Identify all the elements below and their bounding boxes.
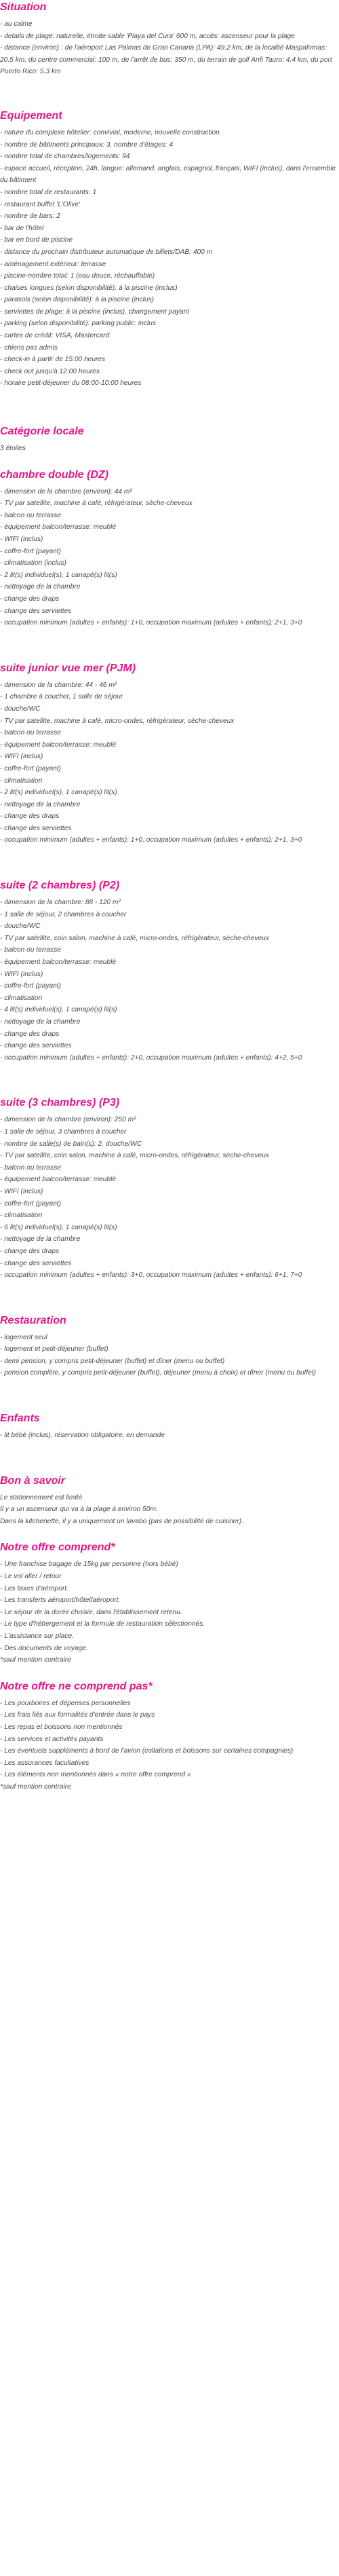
list-item: - douche/WC [0, 705, 41, 713]
list-item: - change des draps [0, 1030, 60, 1038]
equipement-title: Equipement [0, 109, 62, 122]
list-item: - dimension de la chambre: 88 - 120 m² [0, 899, 121, 907]
list-item: - Le type d'hébergement et la formule de restauration sélectionnés. [0, 1620, 205, 1628]
list-item: - nature du complexe hôtelier: convivial, moderne, nouvelle construction [0, 128, 220, 136]
list-item: - nombre total de restaurants: 1 [0, 188, 97, 196]
enfants-list [0, 1430, 339, 1442]
list-item: - cartes de crédit: VISA, Mastercard [0, 332, 110, 340]
list-item: - coffre-fort (payant) [0, 547, 62, 555]
list-item: - parasols (selon disponibilité): à la piscine (inclus) [0, 296, 155, 304]
list-item: - Des documents de voyage. [0, 1644, 88, 1652]
list-item: - 1 salle de séjour, 2 chambres à coucher [0, 910, 127, 918]
offre-comprend-title: Notre offre comprend* [0, 1542, 115, 1554]
list-item: - change des serviettes [0, 1042, 72, 1050]
list-item: - horaire petit-déjeuner du 08:00-10:00 heures [0, 379, 142, 388]
footnote: *sauf mention contraire [0, 1656, 71, 1664]
list-item: - change des draps [0, 813, 60, 821]
list-item: - change des serviettes [0, 1259, 72, 1267]
list-item: - nettoyage de la chambre [0, 1018, 81, 1026]
room-p3-section [0, 1096, 339, 1281]
categorie-section [0, 425, 339, 455]
list-item: - Les frais liés aux formalités d'entrée dans le pays [0, 1711, 155, 1719]
room-p2-list [0, 897, 339, 1064]
list-item: - TV par satellite, coin salon, machine à café, micro-ondes, réfrigérateur, sèche-cheveux [0, 934, 269, 942]
room-p2-section [0, 879, 339, 1064]
list-item: - TV par satellite, coin salon, machine à café, micro-ondes, réfrigérateur, sèche-cheveux [0, 1152, 269, 1160]
list-item: - nombre de bâtiments principaux: 3, nombre d'étages: 4 [0, 141, 174, 149]
list-item: - distance du prochain distributeur automatique de billets/DAB: 400 m [0, 248, 213, 256]
offre-comprend-list [0, 1558, 339, 1666]
list-item: - coffre-fort (payant) [0, 1199, 62, 1208]
list-item: - équipement balcon/terrasse: meublé [0, 523, 117, 531]
list-item: - nombre de bars: 2 [0, 212, 60, 221]
offre-ne-comprend-pas-section [0, 1680, 339, 1793]
list-item: - WIFI (inclus) [0, 1187, 43, 1195]
list-item: - details de plage: naturelle, étroite sable 'Playa del Cura' 600 m, accès: ascenseur pour la plage [0, 32, 295, 40]
list-item: - occupation minimum (adultes + enfants): 3+0, occupation maximum (adultes + enfants): 6+1, 7+0 [0, 1271, 302, 1280]
list-item: - TV par satellite, machine à café, réfrigérateur, sèche-cheveux [0, 500, 193, 508]
list-item: - équipement balcon/terrasse: meublé [0, 1176, 117, 1184]
offre-ne-comprend-pas-list [0, 1698, 339, 1793]
list-item: - WIFI (inclus) [0, 970, 43, 978]
list-item: - piscine-nombre total: 1 (eau douce, réchauffable) [0, 272, 155, 280]
footnote: *sauf mention contraire [0, 1782, 71, 1791]
list-item: - check-in à partir de 15:00 heures [0, 356, 106, 364]
enfants-title: Enfants [0, 1413, 40, 1425]
list-item: - logement seul [0, 1333, 47, 1341]
list-item: - Les services et activités payants [0, 1735, 104, 1743]
list-item: - serviettes de plage: à la piscine (inclus), changement payant [0, 307, 190, 316]
list-item: - TV par satellite, machine à café, micro-ondes, réfrigérateur, sèche-cheveux [0, 717, 235, 725]
list-item: - Les éléments non mentionnés dans « notre offre comprend » [0, 1771, 191, 1779]
list-item: Il y a un ascenseur qui va à la plage à environ 50m. [0, 1506, 158, 1514]
list-item: - dimension de la chambre (environ): 250 m² [0, 1116, 136, 1124]
list-item: - balcon ou terrasse [0, 511, 62, 519]
list-item: - équipement balcon/terrasse: meublé [0, 741, 117, 749]
list-item: - Une franchise bagage de 15kg par personne (hors bébé) [0, 1561, 178, 1569]
list-item: - Les pourboires et dépenses personnelles [0, 1699, 131, 1707]
situation-title: Situation [0, 1, 47, 13]
list-item: - WIFI (inclus) [0, 753, 43, 761]
list-item: - Les repas et boissons non mentionnés [0, 1723, 123, 1731]
restauration-list [0, 1332, 339, 1379]
situation-list [0, 18, 339, 78]
room-dz-section [0, 468, 339, 629]
list-item: - nombre de salle(s) de bain(s): 2, douche/WC [0, 1140, 142, 1148]
list-item: - 1 chambre à coucher, 1 salle de séjour [0, 693, 123, 701]
list-item: - check out jusqu'à 12:00 heures [0, 367, 100, 375]
list-item: - demi pension, y compris petit-déjeuner (buffet) et dîner (menu ou buffet) [0, 1357, 225, 1365]
categorie-title: Catégorie locale [0, 426, 84, 438]
categorie-value: 3 étoiles [0, 445, 26, 453]
list-item: - Les assurances facultatives [0, 1759, 89, 1767]
list-item: - au calme [0, 20, 33, 28]
list-item: - change des serviettes [0, 824, 72, 832]
list-item: - lit bébé (inclus), réservation obligatoire, en demande [0, 1432, 165, 1440]
list-item: - climatisation [0, 1212, 43, 1220]
list-item: - logement et petit-déjeuner (buffet) [0, 1345, 108, 1354]
list-item: - L'assistance sur place. [0, 1632, 74, 1640]
list-item: Dans la kitchenette, il y a uniquement un lavabo (pas de possibilité de cuisiner). [0, 1517, 244, 1525]
list-item: - 1 salle de séjour, 3 chambres à coucher [0, 1127, 127, 1136]
list-item: - climatisation [0, 994, 43, 1002]
room-dz-title: chambre double (DZ) [0, 468, 109, 481]
list-item: - chaises longues (selon disponibilité): à la piscine (inclus) [0, 284, 178, 292]
list-item: - Les taxes d'aéroport. [0, 1584, 69, 1592]
list-item: - Les transferts aéroport/hôtel/aéroport. [0, 1597, 121, 1605]
restauration-title: Restauration [0, 1314, 66, 1326]
room-p3-list [0, 1114, 339, 1281]
list-item: - 4 lit(s) individuel(s), 1 canapé(s) lit(s) [0, 1006, 117, 1014]
list-item: - parking (selon disponibilité): parking public: inclus [0, 320, 156, 328]
list-item: - équipement balcon/terrasse: meublé [0, 958, 117, 967]
list-item: - occupation minimum (adultes + enfants): 1+0, occupation maximum (adultes + enfants): 2+1, 3+0 [0, 836, 302, 844]
restauration-section [0, 1314, 339, 1379]
list-item: - espace accueil, réception, 24h, langue: allemand, anglais, espagnol, français, WIFI (inclus), dans l'ensemble du bâtiment [0, 164, 336, 185]
list-item: - distance (environ) : de l'aéroport Las Palmas de Gran Canaria (LPA): 49.2 km, de la localité Maspalomas: 20.5 km, du centre commercial: 100 m, de l'arrêt de bus: 350 m, du terrain de golf Anfi Tauro: 4.4 km, du port Puerto Rico: 5.3 km [0, 44, 332, 76]
equipement-section [0, 109, 339, 390]
list-item: - Les éventuels suppléments à bord de l'avion (collations et boissons sur certaines compagnies) [0, 1747, 294, 1755]
list-item: - Le vol aller / retour [0, 1573, 62, 1581]
list-item: - change des draps [0, 1247, 60, 1255]
offre-ne-comprend-pas-title: Notre offre ne comprend pas* [0, 1680, 153, 1692]
room-dz-list [0, 486, 339, 629]
list-item: - change des serviettes [0, 607, 72, 615]
list-item: - bar de l'hôtel [0, 224, 44, 232]
list-item: - Le séjour de la durée choisie, dans l'établissement retenu. [0, 1608, 182, 1616]
equipement-list [0, 127, 339, 390]
list-item: - WIFI (inclus) [0, 536, 43, 543]
list-item: - 6 lit(s) individuel(s), 1 canapé(s) lit(s) [0, 1223, 117, 1231]
enfants-section [0, 1412, 339, 1442]
list-item: - climatisation (inclus) [0, 559, 66, 567]
list-item: - coffre-fort (payant) [0, 764, 62, 772]
list-item: - occupation minimum (adultes + enfants): 2+0, occupation maximum (adultes + enfants): 4+2, 5+0 [0, 1053, 302, 1062]
list-item: - nettoyage de la chambre [0, 800, 81, 808]
list-item: - balcon ou terrasse [0, 1163, 62, 1172]
bon-a-savoir-list [0, 1492, 339, 1528]
bon-a-savoir-section [0, 1474, 339, 1528]
list-item: - 2 lit(s) individuel(s), 1 canapé(s) lit(s) [0, 571, 117, 579]
offre-comprend-section [0, 1541, 339, 1666]
list-item: - dimension de la chambre: 44 - 46 m² [0, 681, 117, 689]
list-item: - aménagement extérieur: terrasse [0, 260, 106, 268]
list-item: - restaurant buffet 'L'Olive' [0, 200, 80, 208]
list-item: - change des draps [0, 595, 60, 603]
list-item: - nombre total de chambres/logements: 94 [0, 153, 130, 161]
list-item: Le stationnement est limité. [0, 1493, 85, 1501]
list-item: - 2 lit(s) individuel(s), 1 canapé(s) lit(s) [0, 789, 117, 797]
room-pjm-section [0, 662, 339, 846]
room-p3-title: suite (3 chambres) (P3) [0, 1097, 120, 1109]
list-item: - chiens pas admis [0, 343, 58, 352]
room-pjm-list [0, 679, 339, 846]
bon-a-savoir-title: Bon à savoir [0, 1474, 66, 1487]
list-item: - occupation minimum (adultes + enfants): 1+0, occupation maximum (adultes + enfants): 2+1, 3+0 [0, 619, 302, 627]
list-item: - balcon ou terrasse [0, 946, 62, 954]
list-item: - pension complète, y compris petit-déjeuner (buffet), déjeuner (menu à choix) et dîner (menu ou buffet) [0, 1369, 317, 1377]
room-pjm-title: suite junior vue mer (PJM) [0, 662, 136, 674]
list-item: - dimension de la chambre (environ): 44 m² [0, 487, 132, 496]
list-item: - bar en bord de piscine [0, 236, 73, 244]
list-item: - nettoyage de la chambre [0, 583, 81, 591]
list-item: - coffre-fort (payant) [0, 982, 62, 990]
room-p2-title: suite (2 chambres) (P2) [0, 880, 120, 892]
list-item: - balcon ou terrasse [0, 729, 62, 737]
list-item: - climatisation [0, 777, 43, 785]
list-item: - nettoyage de la chambre [0, 1235, 81, 1244]
situation-section [0, 0, 339, 78]
list-item: - douche/WC [0, 922, 41, 931]
